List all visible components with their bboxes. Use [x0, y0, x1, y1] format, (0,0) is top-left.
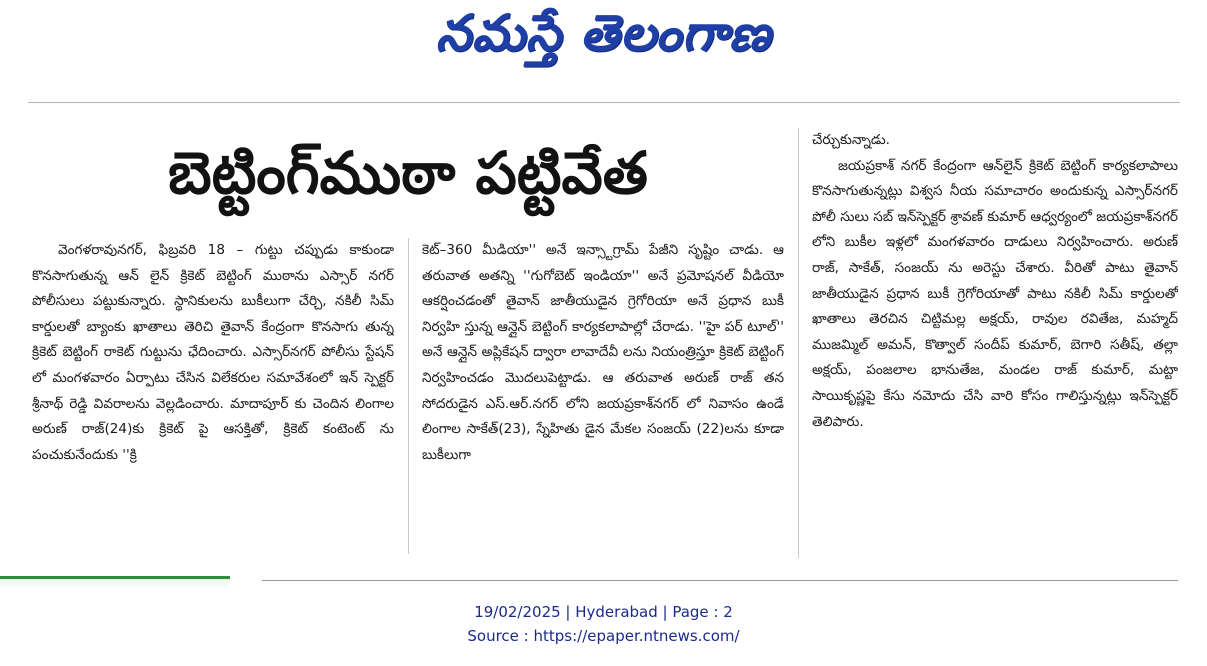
masthead: [0, 0, 1207, 78]
bottom-divider: [262, 580, 1178, 581]
horizontal-divider: [28, 102, 1180, 103]
footer-source: Source : https://epaper.ntnews.com/: [467, 627, 740, 645]
page-footer: [0, 600, 1207, 648]
column-divider: [408, 238, 409, 554]
article-paragraph: వెంగళరావునగర్‌, ఫిబ్రవరి 18 – గుట్టు చప్పుడు కాకుండా కొనసాగుతున్న ఆన్‌ లైన్‌ క్రికెట్‌ బెట్టింగ్‌ ముఠాను ఎస్సార్‌ నగర్‌ పోలీసులు పట్టుకున్నారు. స్థానికులను బుకీలుగా చేర్చి, నకిలీ సిమ్‌ కార్డులతో బ్యాంకు ఖాతాలు తెరిచి తైవాన్‌ కేంద్రంగా కొనసాగు తున్న క్రికెట్‌ బెట్టింగ్‌ రాకెట్‌ గుట్టును ఛేదించారు. ఎస్సార్‌నగర్‌ పోలీసు స్టేషన్‌ లో మంగళవారం ఏర్పాటు చేసిన విలేకరుల సమావేశంలో ఇన్‌ స్పెక్టర్‌ శ్రీనాథ్‌ రెడ్డి వివరాలను వెల్లడించారు. మాదాపూర్‌ కు చెందిన లింగాల అరుణ్‌ రాజ్‌(24)కు క్రికెట్‌ పై ఆసక్తితో, క్రికెట్‌ కంటెంట్‌ ను పంచుకునేందుకు ''క్రి: [32, 242, 394, 463]
article-headline: బెట్టింగ్‌ముఠా పట్టివేత: [168, 139, 648, 207]
newspaper-logo: నమస్తే తెలంగాణ: [435, 3, 772, 62]
article-column-3: [812, 128, 1178, 556]
article-paragraph: చేర్చుకున్నాడు.: [812, 132, 890, 148]
article-column-2: [422, 238, 784, 554]
article-column-1: [32, 238, 394, 554]
article-paragraph: కెట్‌–360 మీడియా'' అనే ఇన్స్టాగ్రామ్‌ పేజీని సృష్టిం చాడు. ఆ తరువాత అతన్ని ''గుగోబెట్‌ ఇండియా'' అనే ప్రమోషనల్‌ వీడియో ఆకర్షించడంతో తైవాన్‌ జాతీయుడైన గ్రెగోరియా అనే ప్రధాన బుకీ నిర్వహి స్తున్న ఆన్లైన్‌ బెట్టింగ్‌ కార్యకలాపాల్లో చేరాడు. ''హై పర్‌ టూల్‌'' అనే ఆన్లైన్‌ అప్లికేషన్‌ ద్వారా లావాదేవీ లను నియంత్రిస్తూ క్రికెట్‌ బెట్టింగ్‌ నిర్వహించడం మొదలుపెట్టాడు. ఆ తరువాత అరుణ్‌ రాజ్‌ తన సోదరుడైన ఎస్‌.ఆర్‌.నగర్‌ లోని జయప్రకాశ్‌నగర్‌ లో నివాసం ఉండే లింగాల సాకేత్‌(23), స్నేహితు డైన మేకల సంజయ్‌ (22)లను కూడా బుకీలుగా: [422, 242, 784, 463]
column-divider: [798, 128, 799, 558]
article-paragraph: జయప్రకాశ్‌ నగర్‌ కేంద్రంగా ఆన్‌లైన్‌ క్రికెట్‌ బెట్టింగ్‌ కార్యకలాపాలు కొనసాగుతున్నట్లు విశ్వస నీయ సమాచారం అందుకున్న ఎస్సార్‌నగర్‌ పోలీ సులు సబ్‌ ఇన్‌స్పెక్టర్‌ శ్రావణ్‌ కుమార్‌ ఆధ్వర్యంలో జయప్రకాశ్‌నగర్‌ లోని బుకీల ఇళ్లలో మంగళవారం దాడులు నిర్వహించారు. అరుణ్‌ రాజ్‌, సాకేత్‌, సంజయ్‌ ను అరెస్టు చేశారు. వీరితో పాటు తైవాన్‌ జాతీయుడైన ప్రధాన బుకీ గ్రెగోరియాతో పాటు నకిలీ సిమ్‌ కార్డులతో ఖాతాలు తెరచిన చిట్టిమల్ల అక్షయ్‌, రావుల రవితేజ, మహ్మద్‌ ముజమ్మిల్‌ అమన్‌, కొత్వాల్‌ సందీప్‌ కుమార్‌, బెగారి సతీష్‌, తల్లా అక్షయ్‌, పంజలాల భానుతేజ, మండల రాజ్‌ కుమార్‌, మట్టా సాయికృష్ణపై కేసు నమోదు చేసి వారి కోసం గాలిస్తున్నట్లు ఇన్‌స్పెక్టర్‌ తెలిపారు.: [812, 157, 1178, 430]
footer-dateline: 19/02/2025 | Hyderabad | Page : 2: [474, 603, 733, 621]
top-frame-rule: [28, 92, 1180, 104]
green-accent-bar: [0, 576, 230, 589]
